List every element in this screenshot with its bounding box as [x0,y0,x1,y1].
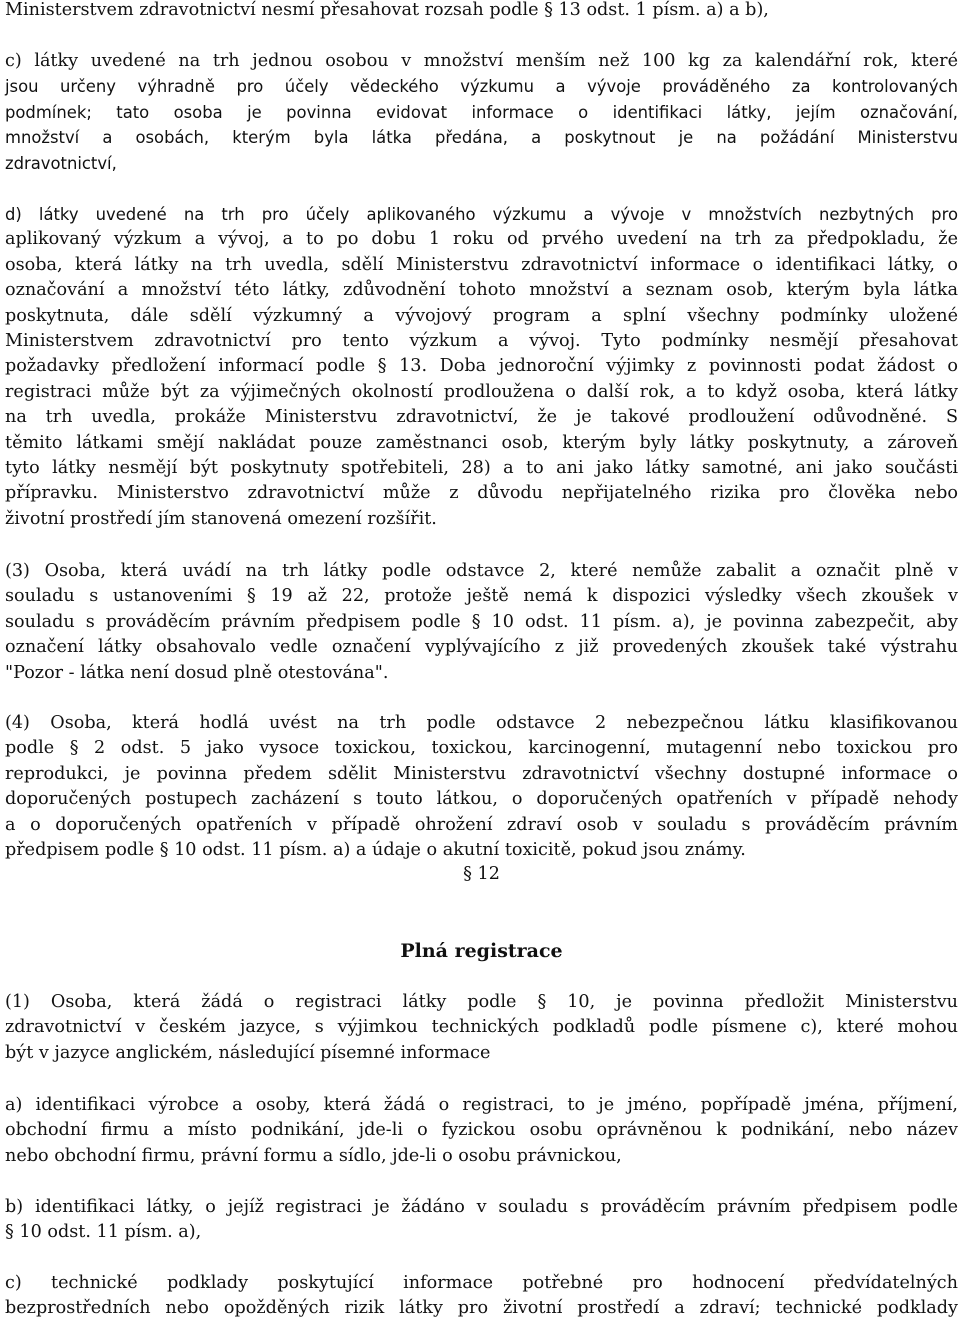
text-line: (1) Osoba, která žádá o registraci látky podle § 10, je povinna předložit Ministerstvu [5,992,958,1012]
text-line: c) látky uvedené na trh jednou osobou v množství menším než 100 kg za kalendářní rok, které [5,51,958,71]
text-line: nebo obchodní firmu, právní formu a sídlo, jde-li o osobu právnickou, [5,1145,622,1166]
text-line: reprodukci, je povinna předem sdělit Ministerstvu zdravotnictví všechny dostupné informace o [5,763,958,784]
text-line: označování a množství této látky, zdůvodnění tohoto množství a seznam osob, kterým byla látka [5,280,958,301]
text-line: (4) Osoba, která hodlá uvést na trh podle odstavce 2 nebezpečnou látku klasifikovanou [5,713,958,733]
text-line: registraci může být za výjimečných okolností prodloužena o další rok, a to když osoba, která látky [5,381,958,402]
section-number: § 12 [463,864,500,884]
paragraph-para-12-a [5,1093,958,1169]
paragraph-intro [5,0,958,23]
text-line: těmito látkami smějí nakládat pouze zaměstnanci osob, kterým byly látky poskytnuty, a zároveň [5,432,958,453]
text-line: být v jazyce anglickém, následující písemné informace [5,1042,491,1063]
text-line: předpisem podle § 10 odst. 11 písm. a) a údaje o akutní toxicitě, pokud jsou známy. [5,840,746,861]
text-line: zdravotnictví, [5,153,117,173]
paragraph-para-3 [5,559,958,686]
text-line: obchodní firmu a místo podnikání, jde-li o fyzickou osobu oprávněnou k podnikání, nebo název [5,1120,958,1141]
paragraph-para-12-1 [5,990,958,1066]
text-line: bezprostředních nebo opožděných rizik látky pro životní prostředí a zdraví; technické podklady [5,1298,958,1319]
text-line: souladu s prováděcím právním předpisem podle § 10 odst. 11 písm. a), je povinna zabezpečit, aby [5,611,958,632]
paragraph-para-c [5,49,958,176]
text-line: přípravku. Ministerstvo zdravotnictví může z důvodu nepřijatelného rizika pro člověka nebo [5,483,958,504]
text-line: Ministerstvem zdravotnictví pro tento výzkum a vývoj. Tyto podmínky nesmějí přesahovat [5,331,958,352]
text-line: požadavky předložení informací podle § 13. Doba jednoroční výjimky z povinnosti podat žádost o [5,356,958,377]
text-line: Ministerstvem zdravotnictví nesmí přesahovat rozsah podle § 13 odst. 1 písm. a) a b), [5,0,769,20]
text-line: a) identifikaci výrobce a osoby, která žádá o registraci, to je jméno, popřípadě jména, příjmení, [5,1095,958,1115]
text-line: § 10 odst. 11 písm. a), [5,1222,202,1243]
text-line: c) technické podklady poskytující informace potřebné pro hodnocení předvídatelných [5,1273,958,1293]
text-line: označení látky obsahovalo vedle označení vyplývajícího z již provedených zkoušek také výstrahu [5,637,958,658]
text-line: d) látky uvedené na trh pro účely aplikovaného výzkumu a vývoje v množstvích nezbytných pro [5,205,958,224]
text-line: podmínek; tato osoba je povinna evidovat informace o identifikaci látky, jejím označování, [5,102,958,122]
text-line: b) identifikaci látky, o jejíž registraci je žádáno v souladu s prováděcím právním předpisem podle [5,1197,958,1217]
text-line: a o doporučených opatřeních v případě ohrožení zdraví osob v souladu s prováděcím právním [5,814,958,835]
section-title: Plná registrace [400,940,563,962]
text-line: aplikovaný výzkum a vývoj, a to po dobu 1 roku od prvého uvedení na trh za předpokladu, že [5,229,958,250]
paragraph-para-12-b [5,1195,958,1246]
text-line: na trh uvedla, prokáže Ministerstvu zdravotnictví, že je takové prodloužení odůvodněné. S [5,407,958,428]
text-line: množství a osobách, kterým byla látka předána, a poskytnout je na požádání Ministerstvu [5,128,958,148]
text-line: poskytnuta, dále sdělí výzkumný a vývojový program a splní všechny podmínky uložené [5,305,958,326]
text-line: tyto látky nesmějí být poskytnuty spotřebiteli, 28) a to ani jako látky samotné, ani jako součásti [5,458,958,479]
text-line: jsou určeny výhradně pro účely vědeckého výzkumu a vývoje prováděného za kontrolovaných [5,77,958,97]
text-line: osoba, která látky na trh uvedla, sdělí Ministerstvu zdravotnictví informace o identifikaci látky, o [5,254,958,275]
paragraph-para-d [5,202,958,532]
text-line: doporučených postupech zacházení s touto látkou, o doporučených opatřeních v případě nehody [5,789,958,810]
text-line: "Pozor - látka není dosud plně otestována". [5,662,389,683]
text-line: (3) Osoba, která uvádí na trh látky podle odstavce 2, které nemůže zabalit a označit plně v [5,561,958,581]
text-line: podle § 2 odst. 5 jako vysoce toxickou, toxickou, karcinogenní, mutagenní nebo toxickou pro [5,738,958,759]
paragraph-para-12-c [5,1271,958,1322]
text-line: životní prostředí jím stanovená omezení rozšířit. [5,508,437,529]
text-line: zdravotnictví v českém jazyce, s výjimkou technických podkladů podle písmene c), které mohou [5,1017,958,1038]
paragraph-para-4 [5,711,958,863]
text-line: souladu s ustanoveními § 19 až 22, protože ještě nemá k dispozici výsledky všech zkoušek v [5,586,958,607]
